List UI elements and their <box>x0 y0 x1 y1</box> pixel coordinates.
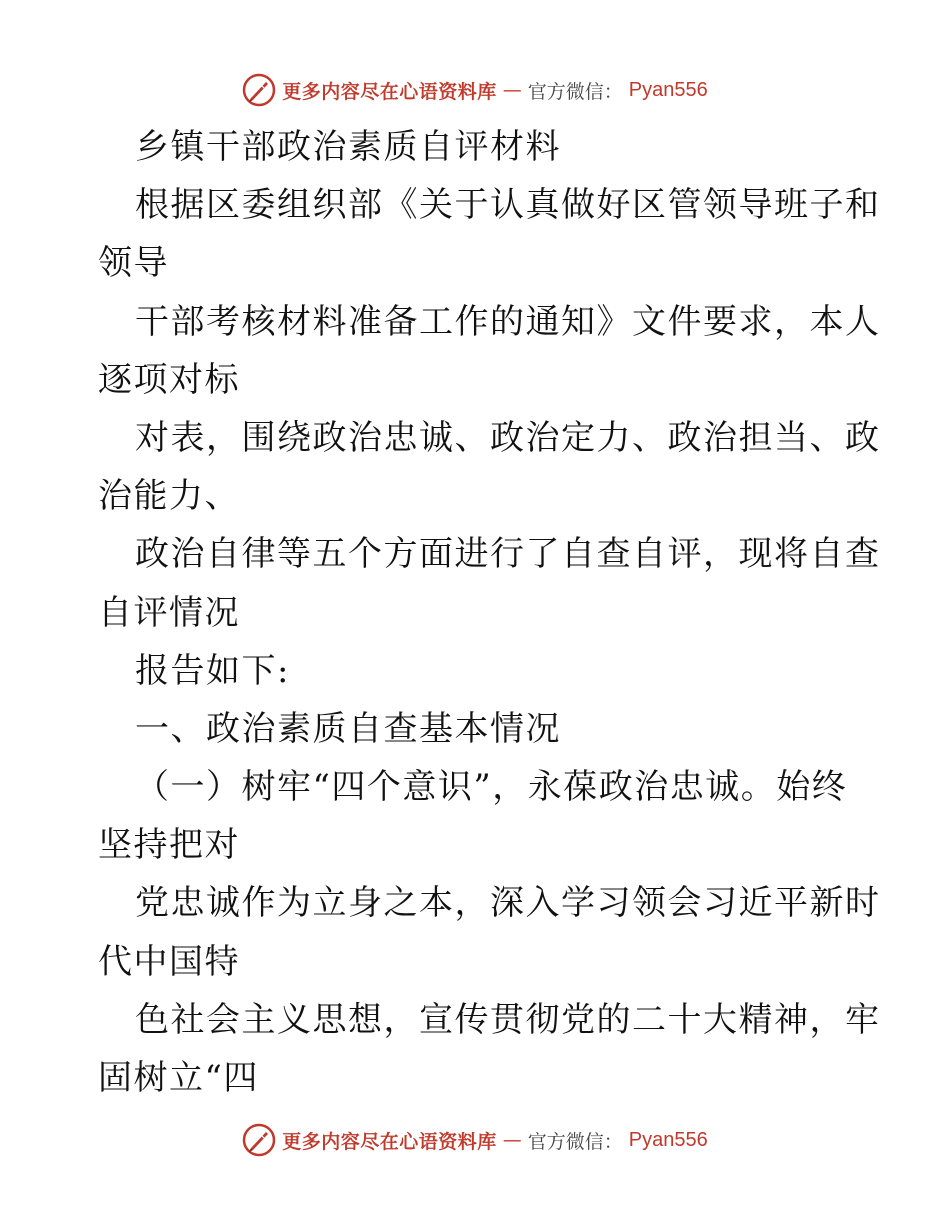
doc-line: （一）树牢“四个意识”，永葆政治忠诚。始终 <box>135 767 848 808</box>
footer-banner[interactable] <box>0 1120 950 1160</box>
doc-line: 根据区委组织部《关于认真做好区管领导班子和 <box>135 185 881 226</box>
banner-wechat-id: Pyan556 <box>628 1128 708 1151</box>
doc-line: 党忠诚作为立身之本，深入学习领会习近平新时 <box>135 883 881 924</box>
doc-line: 坚持把对 <box>98 825 240 866</box>
doc-line: 报告如下: <box>135 650 290 691</box>
doc-line: 色社会主义思想，宣传贯彻党的二十大精神，牢 <box>135 999 881 1040</box>
doc-line: 自评情况 <box>98 592 240 633</box>
quill-pen-logo-icon <box>242 1123 276 1157</box>
header-banner[interactable] <box>0 70 950 110</box>
banner-separator: — <box>502 79 522 101</box>
doc-line: 逐项对标 <box>98 359 240 400</box>
banner-wechat-label: 官方微信： <box>527 1130 623 1153</box>
banner-site-text: 更多内容尽在心语资料库 <box>282 80 497 103</box>
banner-wechat-id: Pyan556 <box>628 78 708 101</box>
doc-line: 治能力、 <box>98 476 240 517</box>
doc-line: 领导 <box>98 243 169 284</box>
doc-section-heading: 一、政治素质自查基本情况 <box>135 708 561 749</box>
doc-title: 乡镇干部政治素质自评材料 <box>135 127 561 167</box>
doc-line: 代中国特 <box>98 941 240 982</box>
doc-line: 对表，围绕政治忠诚、政治定力、政治担当、政 <box>135 417 881 458</box>
banner-wechat-label: 官方微信： <box>527 80 623 103</box>
banner-separator: — <box>502 1129 522 1151</box>
document-body <box>98 118 881 1107</box>
banner-site-text: 更多内容尽在心语资料库 <box>282 1130 497 1153</box>
doc-line: 干部考核材料准备工作的通知》文件要求，本人 <box>135 301 881 342</box>
doc-line: 政治自律等五个方面进行了自查自评，现将自查 <box>135 534 881 575</box>
quill-pen-logo-icon <box>242 73 276 107</box>
doc-line: 固树立“四 <box>98 1058 259 1098</box>
